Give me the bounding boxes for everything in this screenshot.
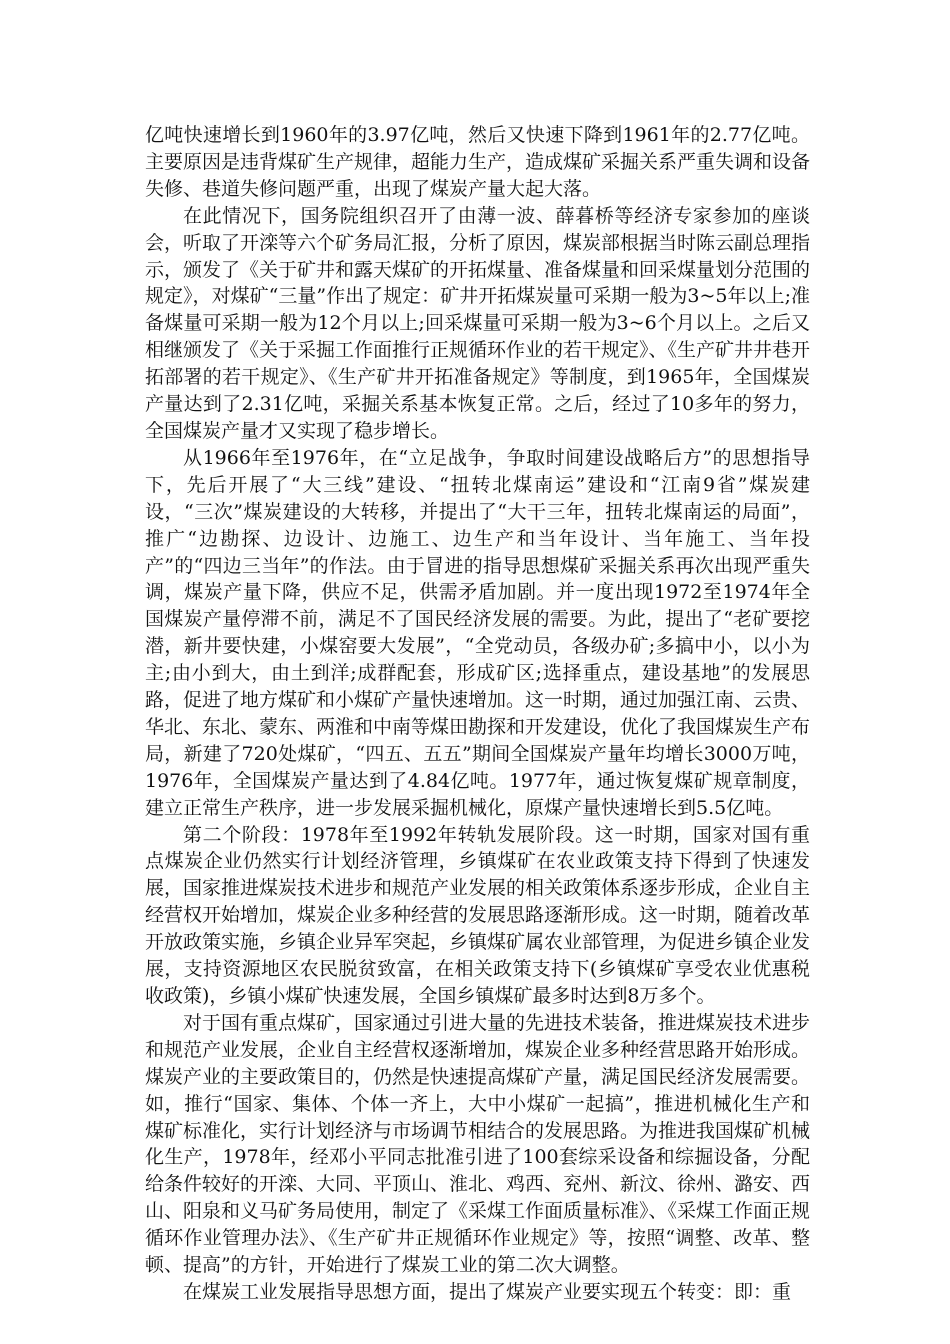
paragraph-4: 第二个阶段：1978年至1992年转轨发展阶段。这一时期，国家对国有重点煤炭企业仍然实行计划经济管理，乡镇煤矿在农业政策支持下得到了快速发展，国家推进煤炭技术进步和规范产业发展的相关政策体系逐步形成，企业自主经营权开始增加，煤炭企业多种经营的发展思路逐渐形成。这一时期，随着改革开放政策实施，乡镇企业异军突起，乡镇煤矿属农业部管理，为促进乡镇企业发展，支持资源地区农民脱贫致富，在相关政策支持下(乡镇煤矿享受农业优惠税收政策)，乡镇小煤矿快速发展，全国乡镇煤矿最多时达到8万多个。: [145, 823, 811, 1007]
paragraph-5: 对于国有重点煤矿，国家通过引进大量的先进技术装备，推进煤炭技术进步和规范产业发展，企业自主经营权逐渐增加，煤炭企业多种经营思路开始形成。煤炭产业的主要政策目的，仍然是快速提高煤矿产量，满足国民经济发展需要。如，推行“国家、集体、个体一齐上，大中小煤矿一起搞”，推进机械化生产和煤矿标准化，实行计划经济与市场调节相结合的发展思路。为推进我国煤矿机械化生产，1978年，经邓小平同志批准引进了100套综采设备和综掘设备，分配给条件较好的开滦、大同、平顶山、淮北、鸡西、兖州、新汶、徐州、潞安、西山、阳泉和义马矿务局使用，制定了《采煤工作面质量标准》、《采煤工作面正规循环作业管理办法》、《生产矿井正规循环作业规定》等，按照“调整、改革、整顿、提高”的方针，开始进行了煤炭工业的第二次大调整。: [145, 1011, 811, 1277]
paragraph-6: 在煤炭工业发展指导思想方面，提出了煤炭产业要实现五个转变：即：重: [183, 1280, 792, 1303]
paragraph-1: 亿吨快速增长到1960年的3.97亿吨，然后又快速下降到1961年的2.77亿吨。主要原因是违背煤矿生产规律，超能力生产，造成煤矿采掘关系严重失调和设备失修、巷道失修问题严重，出现了煤炭产量大起大落。: [145, 124, 811, 200]
paragraph-3: 从1966年至1976年，在“立足战争，争取时间建设战略后方”的思想指导下，先后开展了“大三线”建设、“扭转北煤南运”建设和“江南9省”煤炭建设，“三次”煤炭建设的大转移，并提出了“大干三年，扭转北煤南运的局面”，推广“边勘探、边设计、边施工、边生产和当年设计、当年施工、当年投产”的“四边三当年”的作法。由于冒进的指导思想煤矿采掘关系再次出现严重失调，煤炭产量下降，供应不足，供需矛盾加剧。并一度出现1972至1974年全国煤炭产量停滞不前，满足不了国民经济发展的需要。为此，提出了“老矿要挖潜，新井要快建，小煤窑要大发展”，“全党动员，各级办矿;多搞中小，以小为主;由小到大，由土到洋;成群配套，形成矿区;选择重点，建设基地”的发展思路，促进了地方煤矿和小煤矿产量快速增加。这一时期，通过加强江南、云贵、华北、东北、蒙东、两淮和中南等煤田勘探和开发建设，优化了我国煤炭生产布局，新建了720处煤矿，“四五、五五”期间全国煤炭产量年均增长3000万吨，1976年，全国煤炭产量达到了4.84亿吨。1977年，通过恢复煤矿规章制度，建立正常生产秩序，进一步发展采掘机械化，原煤产量快速增长到5.5亿吨。: [145, 446, 811, 819]
document-body: [145, 122, 810, 1306]
paragraph-2: 在此情况下，国务院组织召开了由薄一波、薛暮桥等经济专家参加的座谈会，听取了开滦等六个矿务局汇报，分析了原因，煤炭部根据当时陈云副总理指示，颁发了《关于矿井和露天煤矿的开拓煤量、准备煤量和回采煤量划分范围的规定》，对煤矿“三量”作出了规定：矿井开拓煤炭量可采期一般为3~5年以上;准备煤量可采期一般为12个月以上;回采煤量可采期一般为3~6个月以上。之后又相继颁发了《关于采掘工作面推行正规循环作业的若干规定》、《生产矿井井巷开拓部署的若干规定》、《生产矿井开拓准备规定》等制度，到1965年，全国煤炭产量达到了2.31亿吨，采掘关系基本恢复正常。之后，经过了10多年的努力，全国煤炭产量才又实现了稳步增长。: [145, 204, 811, 442]
